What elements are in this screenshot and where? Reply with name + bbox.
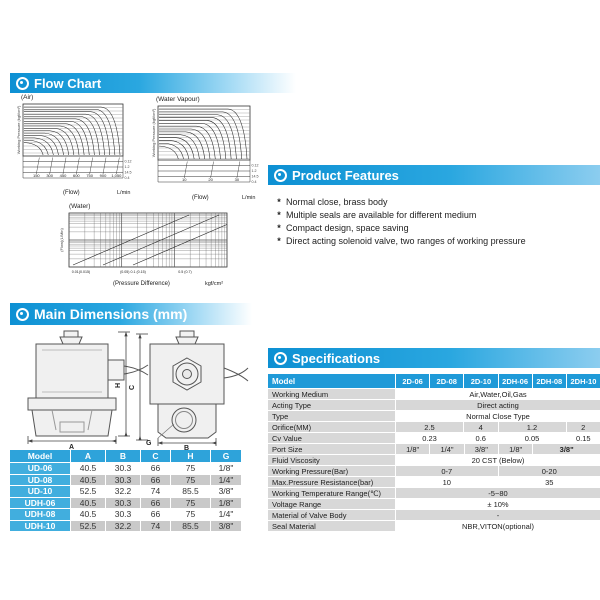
spec-cell: 1/8": [396, 444, 429, 454]
spec-row-values: [396, 521, 600, 531]
table-cell: 66: [141, 509, 170, 520]
table-cell: 1/8": [211, 463, 241, 474]
table-cell: 52.5: [71, 486, 105, 497]
table-cell: 1/8": [211, 498, 241, 509]
spec-header-model: Model: [268, 374, 395, 388]
chart-air-xunit: L/min: [117, 190, 131, 196]
spec-row: [268, 521, 600, 531]
flow-chart-water: [55, 203, 237, 293]
table-cell: 30.3: [106, 509, 140, 520]
spec-header-cols: [396, 374, 600, 388]
chart-vapour-plot: [148, 104, 262, 194]
table-cell: 30.3: [106, 475, 140, 486]
table-cell: 75: [171, 463, 210, 474]
feature-text: Direct acting solenoid valve, two ranges of working pressure: [286, 236, 526, 246]
table-header-cell: C: [141, 450, 170, 462]
x-tick-label: 150: [32, 173, 40, 178]
feature-item: [272, 222, 598, 235]
spec-cell: 0.15: [567, 433, 600, 443]
spec-row: [268, 444, 600, 454]
spec-row-label: Max.Pressure Resistance(bar): [268, 477, 395, 487]
spec-row: [268, 455, 600, 465]
spec-cell: Direct acting: [396, 400, 600, 410]
spec-row-values: [396, 411, 600, 421]
main-dimensions-section-header: [10, 303, 252, 325]
table-cell: 1/4": [211, 509, 241, 520]
ring-icon: [274, 352, 287, 365]
dimensions-table: [10, 450, 242, 532]
table-cell: 40.5: [71, 463, 105, 474]
specifications-title: Specifications: [292, 350, 381, 366]
flow-chart-section-header: [10, 73, 296, 93]
spec-cell: 3/8": [465, 444, 498, 454]
spec-row-label: Material of Valve Body: [268, 510, 395, 520]
spec-row-label: Working Medium: [268, 389, 395, 399]
flow-curve: [159, 138, 194, 159]
table-cell: 85.5: [171, 486, 210, 497]
spec-row: [268, 422, 600, 432]
table-cell: UD-10: [10, 486, 70, 497]
table-cell: 40.5: [71, 475, 105, 486]
chart-water-xunit: kgf/cm²: [205, 281, 224, 287]
spec-row: [268, 466, 600, 476]
spec-cell: 10: [396, 477, 498, 487]
table-cell: 40.5: [71, 509, 105, 520]
feature-bullet: *: [277, 236, 281, 246]
feature-text: Multiple seals are available for different medium: [286, 210, 477, 220]
chart-vapour-title: (Water Vapour): [156, 96, 200, 103]
table-cell: 85.5: [171, 521, 210, 532]
spec-row-values: [396, 444, 600, 454]
table-row: [10, 463, 242, 474]
spec-cell: Normal Close Type: [396, 411, 600, 421]
flow-curve: [159, 143, 184, 159]
x-tick-label: 0.01(0.015): [71, 270, 91, 274]
flow-curve: [24, 131, 69, 155]
plot-frame: [158, 106, 250, 160]
table-cell: 74: [141, 521, 170, 532]
right-label: 0.4: [251, 180, 257, 184]
right-label: 1.2: [124, 165, 130, 169]
table-header-row: [10, 450, 242, 462]
right-label: 0.12: [251, 163, 259, 168]
table-cell: 52.5: [71, 521, 105, 532]
flow-curve: [159, 115, 236, 159]
valve-side-view: [28, 331, 148, 436]
chart-air-title: (Air): [21, 94, 34, 101]
table-cell: 3/8": [211, 521, 241, 532]
spec-header-cell: 2D-08: [430, 374, 463, 388]
spec-row-label: Fluid Viscosity: [268, 455, 395, 465]
table-row: [10, 475, 242, 486]
right-label: 14.5: [251, 174, 259, 179]
tick-leader: [116, 158, 119, 175]
table-cell: 32.2: [106, 521, 140, 532]
spec-cell: -5~80: [396, 488, 600, 498]
table-cell: UD-08: [10, 475, 70, 486]
dim-label-c: C: [129, 384, 136, 390]
tick-leader: [184, 162, 187, 179]
spec-row-label: Orifice(MM): [268, 422, 395, 432]
table-cell: 32.2: [106, 486, 140, 497]
table-row: [10, 498, 242, 509]
table-header-cell: G: [211, 450, 241, 462]
flow-chart-title: Flow Chart: [34, 75, 102, 91]
spec-header-row: [268, 374, 600, 388]
valve-dimension-drawing: [12, 330, 250, 450]
table-cell: 30.3: [106, 463, 140, 474]
x-tick-label: 600: [72, 173, 80, 178]
spec-cell: 0.6: [464, 433, 498, 443]
tick-leader: [76, 158, 79, 175]
x-tick-label: 30: [234, 177, 240, 182]
x-tick-label: 450: [59, 173, 67, 178]
table-cell: 66: [141, 475, 170, 486]
right-label: 14.5: [124, 170, 132, 175]
spec-header-cell: 2DH-10: [567, 374, 600, 388]
table-cell: 3/8": [211, 486, 241, 497]
spec-row-label: Acting Type: [268, 400, 395, 410]
feature-item: [272, 209, 598, 222]
x-tick-label: 300: [46, 173, 54, 178]
tick-leader: [237, 162, 240, 179]
chart-vapour-xlabel: (Flow): [192, 195, 209, 201]
table-row: [10, 509, 242, 520]
y-axis-label: Working Pressure (kgf/cm²): [151, 108, 156, 158]
spec-cell: ± 10%: [396, 499, 600, 509]
chart-water-plot: [55, 211, 237, 279]
spec-cell: 0.05: [499, 433, 566, 443]
spec-row: [268, 510, 600, 520]
spec-cell: 0-7: [396, 466, 498, 476]
chart-water-xlabel: (Pressure Difference): [113, 281, 170, 287]
tick-leader: [50, 158, 53, 175]
table-cell: 66: [141, 463, 170, 474]
x-tick-label: (0.05) 0.1 (0.15): [120, 270, 146, 274]
spec-row-label: Working Temperature Range(℃): [268, 488, 395, 498]
feature-bullet: *: [277, 210, 281, 220]
feature-bullet: *: [277, 197, 281, 207]
spec-row-label: Cv Value: [268, 433, 395, 443]
spec-row-values: [396, 477, 600, 487]
chart-air-xlabel: (Flow): [63, 190, 80, 196]
spec-row: [268, 411, 600, 421]
valve-front-view: [150, 331, 248, 438]
spec-row: [268, 477, 600, 487]
table-header-cell: A: [71, 450, 105, 462]
specifications-table: [268, 374, 600, 532]
y-axis-label: (Flow)(L/Min): [59, 228, 64, 252]
spec-row-values: [396, 433, 600, 443]
dim-label-h: H: [115, 382, 122, 388]
tick-leader: [63, 158, 66, 175]
flow-curve: [159, 118, 231, 159]
table-row: [10, 486, 242, 497]
feature-bullet: *: [277, 223, 281, 233]
spec-cell: 35: [499, 477, 600, 487]
spec-row-values: [396, 422, 600, 432]
table-cell: UD-06: [10, 463, 70, 474]
spec-cell: 1.2: [499, 422, 566, 432]
y-axis-label: Working Pressure (kgf/cm²): [16, 105, 21, 155]
spec-cell: 0-20: [499, 466, 600, 476]
spec-header-cell: 2D-10: [464, 374, 497, 388]
dim-label-g: G: [146, 440, 152, 447]
spec-cell: Air,Water,Oil,Gas: [396, 389, 600, 399]
product-features-section-header: [268, 165, 600, 185]
x-tick-label: 750: [86, 173, 94, 178]
spec-cell: 2.5: [396, 422, 463, 432]
spec-row-label: Working Pressure(Bar): [268, 466, 395, 476]
table-cell: 40.5: [71, 498, 105, 509]
chart-vapour-xunit: L/min: [242, 195, 256, 201]
x-tick-label: 900: [99, 173, 107, 178]
tick-leader: [211, 162, 214, 179]
spec-row-values: [396, 400, 600, 410]
product-features-title: Product Features: [292, 167, 399, 183]
spec-header-cell: 2DH-08: [533, 374, 566, 388]
spec-cell: NBR,VITON(optional): [396, 521, 600, 531]
spec-cell: 0.23: [396, 433, 463, 443]
spec-cell: 1/4": [430, 444, 463, 454]
table-cell: UDH-08: [10, 509, 70, 520]
spec-row-values: [396, 455, 600, 465]
spec-cell: -: [396, 510, 600, 520]
table-header-cell: B: [106, 450, 140, 462]
spec-row-values: [396, 499, 600, 509]
chart-water-title: (Water): [69, 203, 91, 210]
table-cell: UDH-10: [10, 521, 70, 532]
ring-icon: [274, 169, 287, 182]
chart-air-plot: [15, 102, 139, 188]
right-label: 0.4: [124, 176, 130, 180]
table-cell: 75: [171, 498, 210, 509]
tick-leader: [103, 158, 106, 175]
tick-leader: [90, 158, 93, 175]
tick-leader: [36, 158, 39, 175]
dim-label-b: B: [184, 445, 190, 450]
table-header-cell: Model: [10, 450, 70, 462]
spec-row-label: Seal Material: [268, 521, 395, 531]
spec-row-label: Port Size: [268, 444, 395, 454]
flow-chart-air: [15, 94, 139, 200]
right-label: 1.2: [251, 169, 257, 173]
table-cell: UDH-06: [10, 498, 70, 509]
main-dimensions-title: Main Dimensions (mm): [34, 306, 188, 322]
table-cell: 74: [141, 486, 170, 497]
spec-header-cell: 2D-06: [396, 374, 429, 388]
flow-curve: [159, 112, 242, 159]
spec-row: [268, 400, 600, 410]
flow-curve: [24, 114, 105, 155]
feature-text: Normal close, brass body: [286, 197, 388, 207]
spec-cell: 1/8": [499, 444, 532, 454]
x-tick-label: 10: [182, 177, 187, 182]
ring-icon: [16, 308, 29, 321]
dimension-c: [136, 334, 148, 440]
flow-curve: [24, 136, 59, 156]
flow-curve: [24, 128, 74, 155]
dimension-a: [28, 436, 116, 444]
spec-cell: 4: [464, 422, 498, 432]
spec-row: [268, 433, 600, 443]
spec-row: [268, 499, 600, 509]
x-tick-label: 0.5 (0.7): [178, 270, 192, 274]
specifications-section-header: [268, 348, 600, 368]
feature-item: [272, 235, 598, 248]
table-cell: 66: [141, 498, 170, 509]
table-cell: 75: [171, 509, 210, 520]
spec-row: [268, 488, 600, 498]
flow-chart-water-vapour: [148, 96, 262, 204]
spec-cell: 3/8": [533, 444, 600, 454]
table-cell: 30.3: [106, 498, 140, 509]
flow-curve: [159, 129, 210, 159]
spec-row: [268, 389, 600, 399]
spec-header-cell: 2DH-06: [499, 374, 532, 388]
spec-row-values: [396, 510, 600, 520]
spec-cell: 2: [567, 422, 600, 432]
feature-text: Compact design, space saving: [286, 223, 409, 233]
table-cell: 1/4": [211, 475, 241, 486]
table-header-cell: H: [171, 450, 210, 462]
spec-row-label: Voltage Range: [268, 499, 395, 509]
right-label: 0.12: [124, 159, 132, 164]
x-tick-label: 1,050: [111, 173, 122, 178]
feature-item: [272, 196, 598, 209]
dim-label-a: A: [69, 444, 75, 450]
spec-cell: 20 CST (Below): [396, 455, 600, 465]
spec-row-values: [396, 466, 600, 476]
spec-row-label: Type: [268, 411, 395, 421]
table-cell: 75: [171, 475, 210, 486]
table-row: [10, 521, 242, 532]
ring-icon: [16, 77, 29, 90]
x-tick-label: 20: [208, 177, 213, 182]
spec-row-values: [396, 488, 600, 498]
product-features-list: [272, 196, 598, 248]
spec-row-values: [396, 389, 600, 399]
